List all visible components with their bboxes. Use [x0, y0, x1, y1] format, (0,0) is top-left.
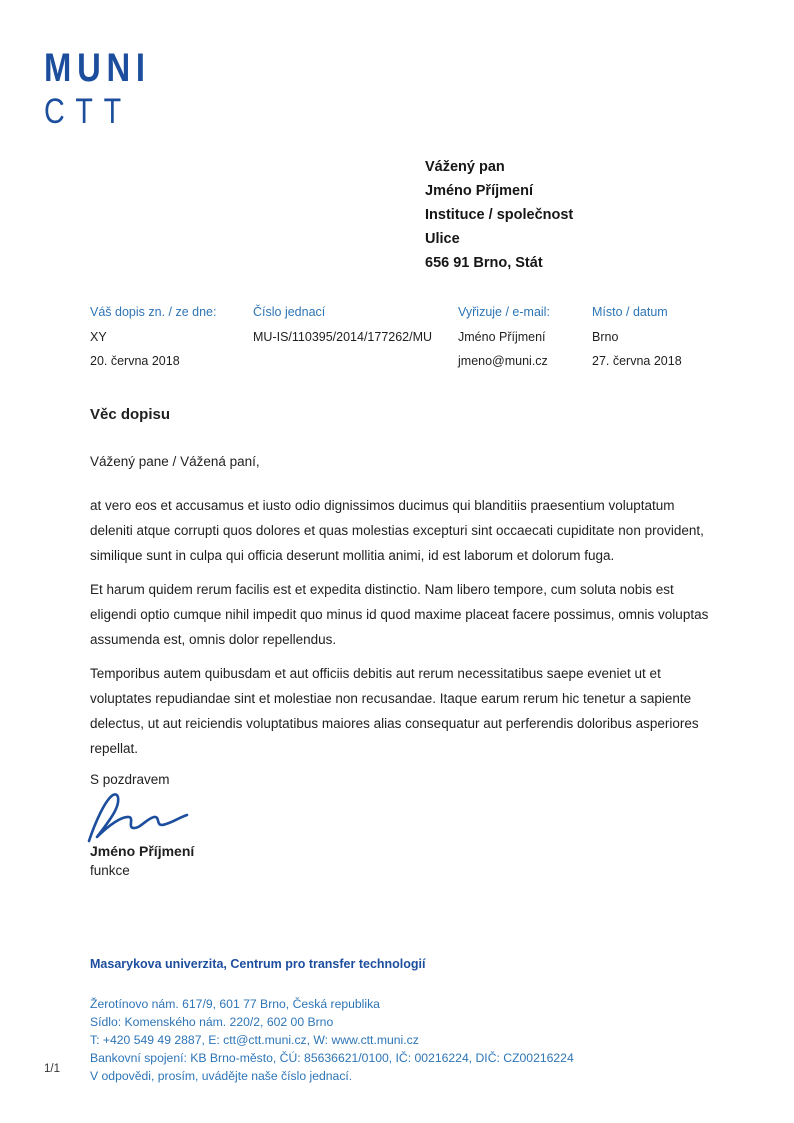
page-number: 1/1 — [44, 1063, 60, 1075]
date-value: 27. června 2018 — [592, 354, 682, 368]
recipient-institution: Instituce / společnost — [425, 207, 574, 223]
body-paragraph-3: Temporibus autem quibusdam et aut officiis debitis aut rerum necessitatibus saepe eveniet ut et voluptates repudiandae sint et molestiae non recusandae. Itaque earum rerum hic tenetur a sapiente delectus, ut aut reiciendis voluptatibus maiores alias consequatur aut perferendis doloribus asperiores repellat. — [90, 666, 699, 756]
letter-subject: Věc dopisu — [90, 406, 171, 423]
logo-ctt-text: CTT — [44, 92, 132, 131]
signer-role: funkce — [90, 863, 130, 878]
handled-by-label: Vyřizuje / e-mail: — [458, 305, 550, 319]
muni-ctt-logo — [44, 48, 174, 129]
signer-name: Jméno Příjmení — [90, 843, 195, 859]
meta-column-handled-by — [458, 304, 550, 377]
recipient-address-block — [425, 155, 573, 275]
letter-footer — [90, 957, 750, 1085]
letter-salutation: Vážený pane / Vážená paní, — [90, 454, 260, 469]
recipient-city: 656 91 Brno, Stát — [425, 255, 543, 271]
footer-seat: Sídlo: Komenského nám. 220/2, 602 00 Brno — [90, 1015, 334, 1029]
file-number-label: Číslo jednací — [253, 305, 326, 319]
footer-bank: Bankovní spojení: KB Brno-město, ČÚ: 85636621/0100, IČ: 00216224, DIČ: CZ00216224 — [90, 1051, 574, 1065]
your-ref-date: 20. června 2018 — [90, 354, 180, 368]
meta-column-place-date — [592, 304, 682, 377]
signature-stroke-icon — [86, 791, 196, 843]
recipient-salutation: Vážený pan — [425, 159, 505, 175]
letter-closing: S pozdravem — [90, 772, 170, 787]
your-ref-label: Váš dopis zn. / ze dne: — [90, 305, 217, 319]
footer-address: Žerotínovo nám. 617/9, 601 77 Brno, Česká republika — [90, 997, 380, 1011]
your-ref-value: XY — [90, 330, 107, 344]
handled-by-name: Jméno Příjmení — [458, 330, 546, 344]
meta-column-your-ref — [90, 304, 216, 377]
footer-reply-note: V odpovědi, prosím, uvádějte naše číslo jednací. — [90, 1069, 353, 1083]
body-paragraph-1: at vero eos et accusamus et iusto odio dignissimos ducimus qui blanditiis praesentium voluptatum deleniti atque corrupti quos dolores et quas molestias excepturi sint occaecati cupiditate non provident, similique sunt in culpa qui officia deserunt mollitia animi, id est laborum et dolorum fuga. — [90, 498, 704, 563]
file-number-value: MU-IS/110395/2014/177262/MU — [253, 330, 433, 344]
body-paragraph-2: Et harum quidem rerum facilis est et expedita distinctio. Nam libero tempore, cum soluta nobis est eligendi optio cumque nihil impedit quo minus id quod maxime placeat facere possimus, omnis voluptas assumenda est, omnis dolor repellendus. — [90, 582, 709, 647]
footer-contacts: T: +420 549 49 2887, E: ctt@ctt.muni.cz, W: www.ctt.muni.cz — [90, 1033, 419, 1047]
letter-body — [90, 406, 718, 878]
recipient-name: Jméno Příjmení — [425, 183, 533, 199]
logo-muni-text: MUNI — [44, 46, 151, 90]
footer-organization: Masarykova univerzita, Centrum pro transfer technologií — [90, 957, 426, 971]
handwritten-signature — [86, 791, 718, 843]
recipient-street: Ulice — [425, 231, 460, 247]
handled-by-email: jmeno@muni.cz — [458, 354, 548, 368]
meta-column-file-number — [253, 304, 432, 353]
place-value: Brno — [592, 330, 619, 344]
place-date-label: Místo / datum — [592, 305, 668, 319]
